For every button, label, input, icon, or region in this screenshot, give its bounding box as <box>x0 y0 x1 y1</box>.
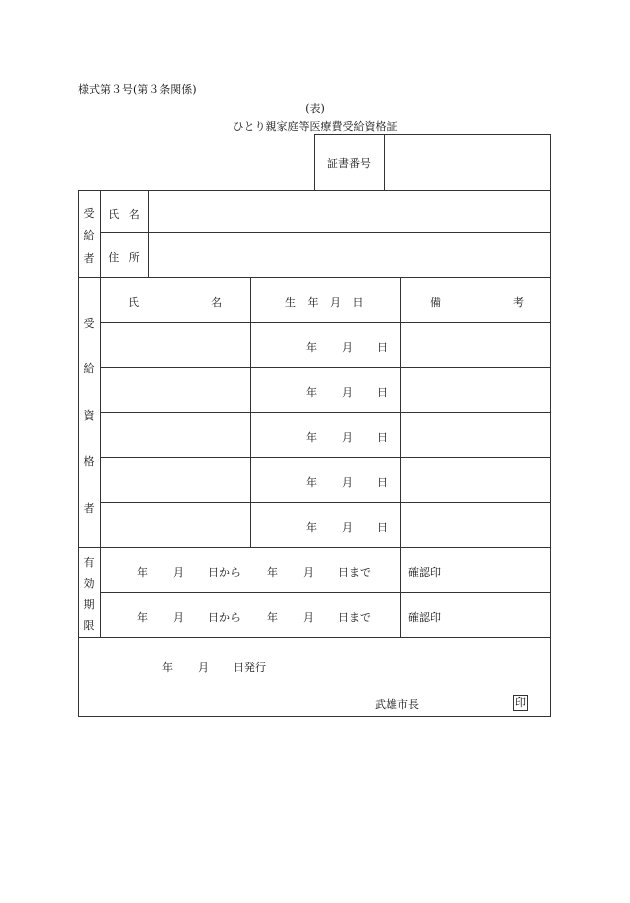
header-name-char-1: 氏 <box>128 296 139 309</box>
issue-year: 年 <box>162 661 173 674</box>
birth-day: 日 <box>377 341 388 354</box>
to-day: 日まで <box>338 566 371 579</box>
header-remarks-char-2: 考 <box>513 296 524 309</box>
birth-year: 年 <box>306 521 317 534</box>
birth-year: 年 <box>306 341 317 354</box>
from-month: 月 <box>173 566 184 579</box>
confirm-seal-label: 確認印 <box>408 566 441 579</box>
recipient-char: 者 <box>83 252 95 265</box>
to-month: 月 <box>303 566 314 579</box>
document-title: ひとり親家庭等医療費受給資格証 <box>232 120 398 133</box>
confirm-seal-label: 確認印 <box>408 611 441 624</box>
header-birth: 生 年 月 日 <box>285 296 364 309</box>
to-year: 年 <box>267 566 278 579</box>
recipient-name-label: 氏 名 <box>108 208 140 221</box>
to-month: 月 <box>303 611 314 624</box>
eligible-char: 者 <box>83 502 95 515</box>
to-day: 日まで <box>338 611 371 624</box>
from-month: 月 <box>173 611 184 624</box>
header-name-char-2: 名 <box>211 296 222 309</box>
validity-char: 有 <box>83 556 95 569</box>
birth-month: 月 <box>342 521 353 534</box>
seal-stamp-icon: 印 <box>515 696 526 709</box>
eligible-char: 給 <box>83 362 95 375</box>
header-remarks-char-1: 備 <box>430 296 441 309</box>
side-label: (表) <box>305 102 325 115</box>
eligible-char: 資 <box>83 409 95 422</box>
issuer-name: 武雄市長 <box>375 698 419 711</box>
eligible-char: 受 <box>83 317 95 330</box>
birth-day: 日 <box>377 521 388 534</box>
issue-month: 月 <box>198 661 209 674</box>
to-year: 年 <box>267 611 278 624</box>
birth-month: 月 <box>342 341 353 354</box>
from-day: 日から <box>208 566 241 579</box>
birth-month: 月 <box>342 476 353 489</box>
birth-day: 日 <box>377 431 388 444</box>
recipient-char: 給 <box>83 229 95 242</box>
birth-year: 年 <box>306 431 317 444</box>
certificate-number-label: 証書番号 <box>327 157 371 170</box>
recipient-address-label: 住 所 <box>108 251 140 264</box>
birth-month: 月 <box>342 431 353 444</box>
validity-char: 限 <box>83 619 95 632</box>
form-number: 様式第３号(第３条関係) <box>78 83 197 96</box>
from-day: 日から <box>208 611 241 624</box>
birth-day: 日 <box>377 386 388 399</box>
birth-month: 月 <box>342 386 353 399</box>
birth-year: 年 <box>306 476 317 489</box>
eligible-char: 格 <box>83 455 95 468</box>
issue-day: 日発行 <box>233 661 266 674</box>
validity-char: 効 <box>83 577 95 590</box>
validity-char: 期 <box>83 598 95 611</box>
birth-year: 年 <box>306 386 317 399</box>
birth-day: 日 <box>377 476 388 489</box>
from-year: 年 <box>137 566 148 579</box>
recipient-char: 受 <box>83 207 95 220</box>
from-year: 年 <box>137 611 148 624</box>
